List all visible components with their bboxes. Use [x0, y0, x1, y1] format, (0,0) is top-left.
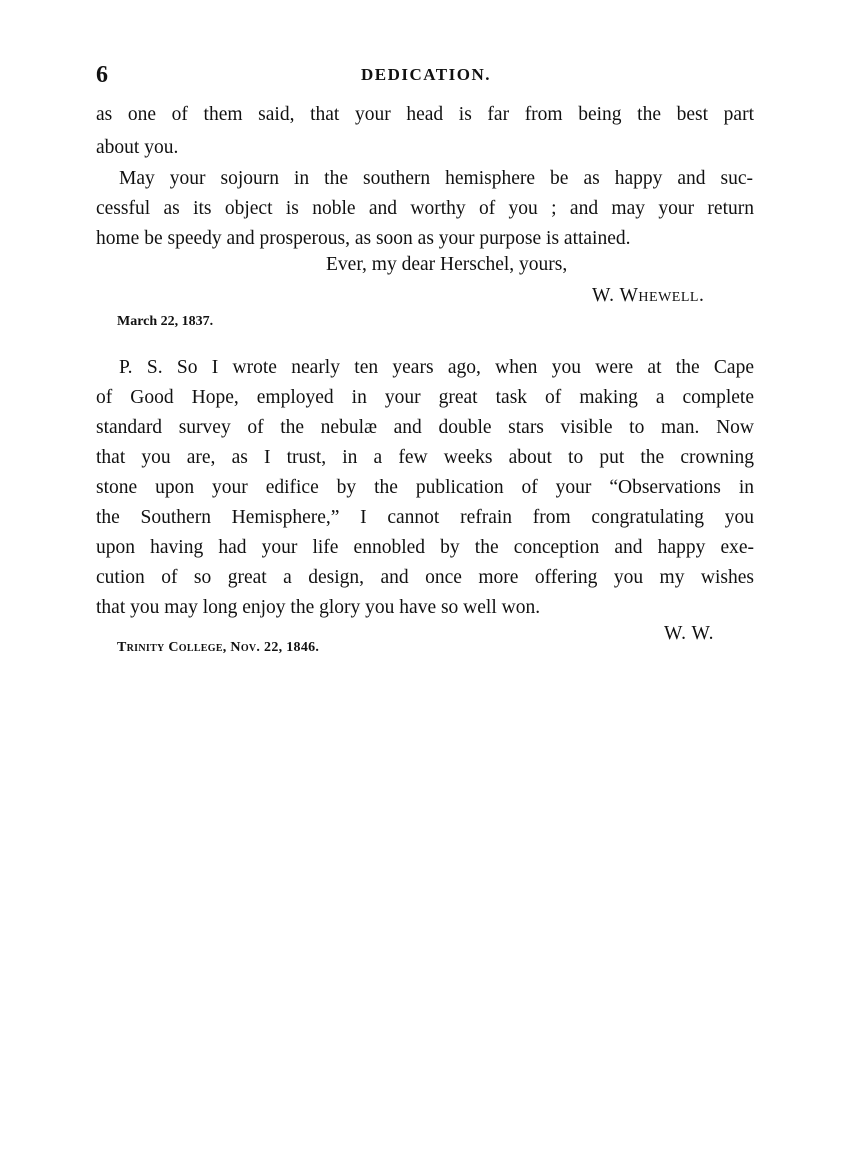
closing-line: Ever, my dear Herschel, yours, [326, 254, 568, 275]
ps-line-5: stone upon your edifice by the publication of your “Observations in [96, 477, 754, 498]
ps-line-3: standard survey of the nebulæ and double stars visible to man. Now [96, 417, 754, 438]
para1-line-1: as one of them said, that your head is far from being the best part [96, 104, 754, 125]
ps-place-date: Trinity College, Nov. 22, 1846. [117, 640, 320, 655]
para2-line-3: home be speedy and prosperous, as soon as your purpose is attained. [96, 228, 631, 249]
ps-line-7: upon having had your life ennobled by the conception and happy exe- [96, 537, 754, 558]
page-header [96, 62, 756, 88]
para1-line-2: about you. [96, 137, 179, 158]
running-head: DEDICATION. [360, 65, 491, 84]
ps-signature: W. W. [664, 623, 715, 644]
ps-line-9: that you may long enjoy the glory you have so well won. [96, 597, 541, 618]
ps-line-1: P. S. So I wrote nearly ten years ago, when you were at the Cape [119, 357, 754, 378]
ps-line-4: that you are, as I trust, in a few weeks about to put the crowning [96, 447, 754, 468]
ps-line-2: of Good Hope, employed in your great task of making a complete [96, 387, 754, 408]
ps-line-6: the Southern Hemisphere,” I cannot refrain from congratulating you [96, 507, 754, 528]
page-number: 6 [96, 62, 108, 88]
signature: W. Whewell. [592, 285, 705, 306]
letter-date: March 22, 1837. [117, 314, 214, 329]
para2-line-1: May your sojourn in the southern hemisphere be as happy and suc- [119, 168, 753, 189]
para2-line-2: cessful as its object is noble and worthy of you ; and may your return [96, 198, 754, 219]
ps-line-8: cution of so great a design, and once more offering you my wishes [96, 567, 754, 588]
